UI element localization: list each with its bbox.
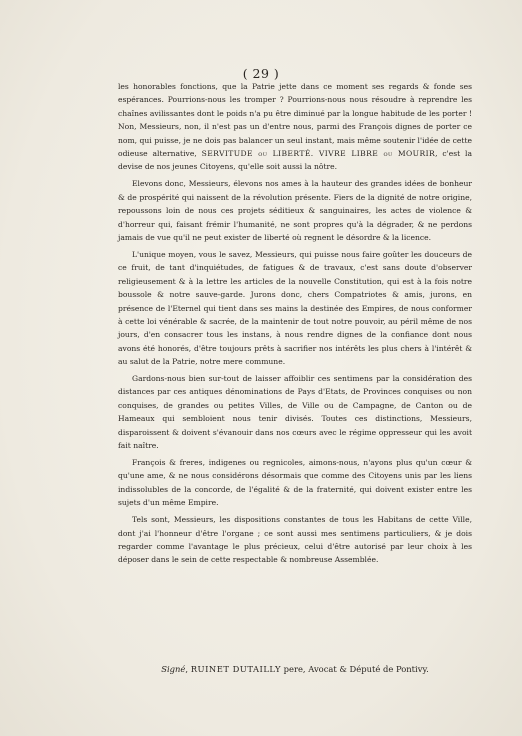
paragraph-2: [118, 177, 472, 244]
paragraph-6: [118, 513, 472, 567]
paragraph-5: [118, 456, 472, 510]
paragraph-3: [118, 248, 472, 369]
signature-name: RUINET DUTAILLY: [190, 664, 281, 674]
paragraph-4: [118, 372, 472, 452]
page-number: ( 29 ): [242, 66, 280, 81]
paragraph-text: Gardons-nous bien sur-tout de laisser affoiblir ces sentimens par la considération des distances par ces antiques dénominations de Pays d'Etats, de Provinces conquises ou non conquises, de grandes ou petites Villes, de Ville ou de Campagne, de Canton ou de Hameaux qui sembloient nous tenir divisés. Toutes ces distinctions, Messieurs, disparoissent & doivent s'évanouir dans nos cœurs avec le régime oppresseur qui les avoit fait naître.: [118, 374, 472, 451]
document-body: [118, 80, 472, 570]
signature-title: pere, Avocat & Député de Pontivy.: [283, 664, 429, 674]
paragraph-text: Elevons donc, Messieurs, élevons nos ames à la hauteur des grandes idées de bonheur & de prospérité qui naissent de la révolution présente. Fiers de la dignité de notre origine, repoussons loin de nous ces projets séditieux & sanguinaires, les actes de violence & d'horreur qui, faisant frémir l'humanité, ne sont propres qu'à la dégrader, & ne perdons jamais de vue qu'il ne peut exister de liberté où regnent le désordre & la licence.: [118, 179, 472, 242]
paragraph-text: François & freres, indigenes ou regnicoles, aimons-nous, n'ayons plus qu'un cœur & qu'une ame, & ne nous considérons désormais que comme des Citoyens unis par les liens indissolubles de la concorde, de l'égalité & de la fraternité, qui doivent exister entre les sujets d'un même Empire.: [118, 457, 472, 508]
paragraph-1: [118, 80, 472, 174]
paragraph-text: L'unique moyen, vous le savez, Messieurs, qui puisse nous faire goûter les douceurs de ce fruit, de tant d'inquiétudes, de fatigues & de travaux, c'est sans doute d'observer religieusement & à la lettre les articles de la nouvelle Constitution, qui est à la fois notre boussole & notre sauve-garde. Jurons donc, chers Compatriotes & amis, jurons, en présence de l'Eternel qui tient dans ses mains la destinée des Empires, de nous conformer à cette loi vénérable & sacrée, de la maintenir de tout notre pouvoir, au péril même de nos jours, d'en consacrer tous les instans, à nous rendre dignes de la confiance dont nous avons été honorés, d'être toujours prêts à sacrifier nos intérêts les plus chers à l'intérêt & au salut de la Patrie, notre mere commune.: [118, 249, 472, 367]
paragraph-text: les honorables fonctions, que la Patrie jette dans ce moment ses regards & fonde ses espérances. Pourrions-nous les tromper ? Pourrions-nous nous résoudre à reprendre les chaînes avilissantes dont le poids n'a pu être diminué par la longue habitude de les porter ! Non, Messieurs, non, il n'est pas un d'entre nous, parmi des François dignes de porter ce nom, qui puisse, je ne dois pas balancer un seul instant, mais même soutenir l'idée de cette odieuse alternative,: [118, 82, 472, 159]
motto-text: SERVITUDE ou LIBERTÉ. VIVRE LIBRE ou MOURIR: [201, 149, 436, 159]
signature-line: Signé, RUINET DUTAILLY pere, Avocat & Député de Pontivy.: [161, 664, 429, 674]
paragraph-text: , c'est la devise de nos jeunes Citoyens, qu'elle soit aussi la nôtre.: [118, 149, 472, 172]
signature-label: Signé: [161, 664, 186, 674]
paragraph-text: Tels sont, Messieurs, les dispositions constantes de tous les Habitans de cette Ville, dont j'ai l'honneur d'être l'organe ; ce sont aussi mes sentimens particuliers, & je dois regarder comme l'avantage le plus précieux, celui d'être autorisé par leur choix à les déposer dans le sein de cette respectable & nombreuse Assemblée.: [118, 515, 472, 565]
